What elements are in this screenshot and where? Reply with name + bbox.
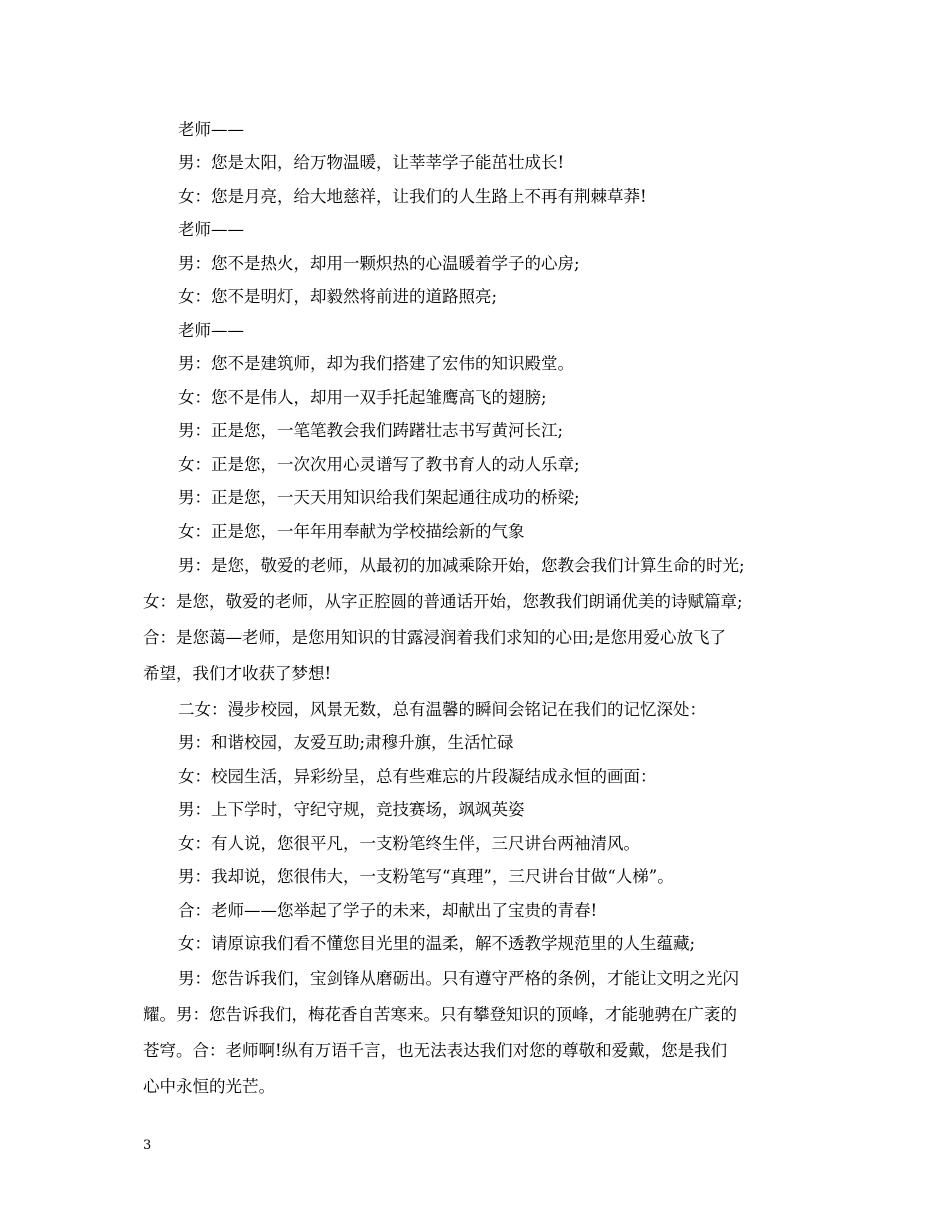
text-line: 合：老师——您举起了学子的未来，却献出了宝贵的青春!: [178, 901, 598, 920]
text-line: 二女：漫步校园，风景无数，总有温馨的瞬间会铭记在我们的记忆深处：: [178, 700, 706, 719]
text-line: 苍穹。合：老师啊!纵有万语千言，也无法表达我们对您的尊敬和爱戴，您是我们: [143, 1041, 728, 1060]
text-line: 合：是您蔼—老师，是您用知识的甘露浸润着我们求知的心田;是您用爱心放飞了: [143, 628, 727, 647]
text-line: 男：正是您，一笔笔教会我们踌躇壮志书写黄河长江;: [178, 421, 564, 440]
text-line: 男：您是太阳，给万物温暖，让莘莘学子能茁壮成长!: [178, 153, 565, 172]
text-line: 男：我却说，您很伟大，一支粉笔写“真理”，三尺讲台甘做“人梯”。: [178, 867, 674, 886]
text-line: 老师——: [178, 120, 244, 139]
text-line: 女：正是您，一年年用奉献为学校描绘新的气象: [178, 522, 525, 541]
text-line: 耀。男：您告诉我们，梅花香自苦寒来。只有攀登知识的顶峰，才能驰骋在广袤的: [143, 1005, 737, 1024]
text-line: 女：正是您，一次次用心灵谱写了教书育人的动人乐章;: [178, 455, 580, 474]
text-line: 男：您告诉我们，宝剑锋从磨砺出。只有遵守严格的条例，才能让文明之光闪: [178, 969, 739, 988]
text-line: 女：请原谅我们看不懂您目光里的温柔，解不透教学规范里的人生蕴藏;: [178, 934, 696, 953]
text-line: 男：上下学时，守纪守规，竞技赛场，飒飒英姿: [178, 800, 525, 819]
text-line: 老师——: [178, 321, 244, 340]
text-line: 希望，我们才收获了梦想!: [143, 664, 332, 683]
text-line: 女：有人说，您很平凡，一支粉笔终生伴，三尺讲台两袖清风。: [178, 834, 640, 853]
page-number: 3: [143, 1138, 152, 1153]
text-line: 女：校园生活，异彩纷呈，总有些难忘的片段凝结成永恒的画面：: [178, 767, 657, 786]
text-line: 男：是您，敬爱的老师，从最初的加减乘除开始，您教会我们计算生命的时光;: [178, 556, 745, 575]
text-line: 心中永恒的光芒。: [143, 1077, 275, 1096]
text-line: 女：您是月亮，给大地慈祥，让我们的人生路上不再有荆棘草莽!: [178, 187, 647, 206]
text-line: 老师——: [178, 220, 244, 239]
text-line: 女：您不是明灯，却毅然将前进的道路照亮;: [178, 287, 498, 306]
text-line: 男：和谐校园，友爱互助;肃穆升旗，生活忙碌: [178, 733, 514, 752]
text-line: 女：您不是伟人，却用一双手托起雏鹰高飞的翅膀;: [178, 388, 547, 407]
text-line: 女：是您，敬爱的老师，从字正腔圆的普通话开始，您教我们朗诵优美的诗赋篇章;: [143, 592, 743, 611]
text-line: 男：您不是建筑师，却为我们搭建了宏伟的知识殿堂。: [178, 354, 574, 373]
text-line: 男：您不是热火，却用一颗炽热的心温暖着学子的心房;: [178, 254, 580, 273]
text-line: 男：正是您，一天天用知识给我们架起通往成功的桥梁;: [178, 488, 580, 507]
